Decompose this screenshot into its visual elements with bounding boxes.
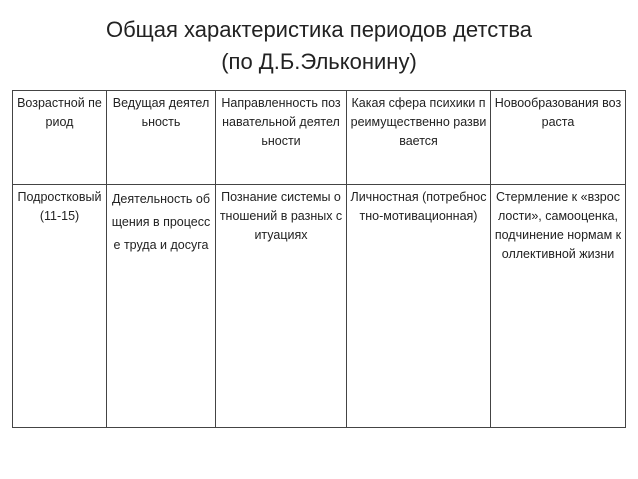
slide-title bbox=[0, 14, 638, 78]
cell-neoformations: Стермление к «взрослости», самооценка, подчинение нормам коллективной жизни bbox=[491, 185, 626, 428]
cell-age-period: Подростковый (11-15) bbox=[13, 185, 107, 428]
title-line-1: Общая характеристика периодов детства bbox=[105, 17, 533, 42]
header-neoformations: Новообразования возраста bbox=[491, 91, 626, 185]
header-leading-activity: Ведущая деятельность bbox=[107, 91, 216, 185]
header-age-period: Возрастной период bbox=[13, 91, 107, 185]
title-line-2: (по Д.Б.Эльконину) bbox=[221, 49, 417, 74]
cell-cognitive-direction: Познание системы отношений в разных ситуациях bbox=[216, 185, 347, 428]
header-cognitive-direction: Направленность познавательной деятельности bbox=[216, 91, 347, 185]
cell-leading-activity: Деятельность общения в процессе труда и досуга bbox=[107, 185, 216, 428]
header-psyche-sphere: Какая сфера психики преимущественно развивается bbox=[347, 91, 491, 185]
table-header-row bbox=[13, 91, 626, 185]
cell-psyche-sphere: Личностная (потребностно-мотивационная) bbox=[347, 185, 491, 428]
periods-table bbox=[12, 90, 626, 428]
table-row bbox=[13, 185, 626, 428]
